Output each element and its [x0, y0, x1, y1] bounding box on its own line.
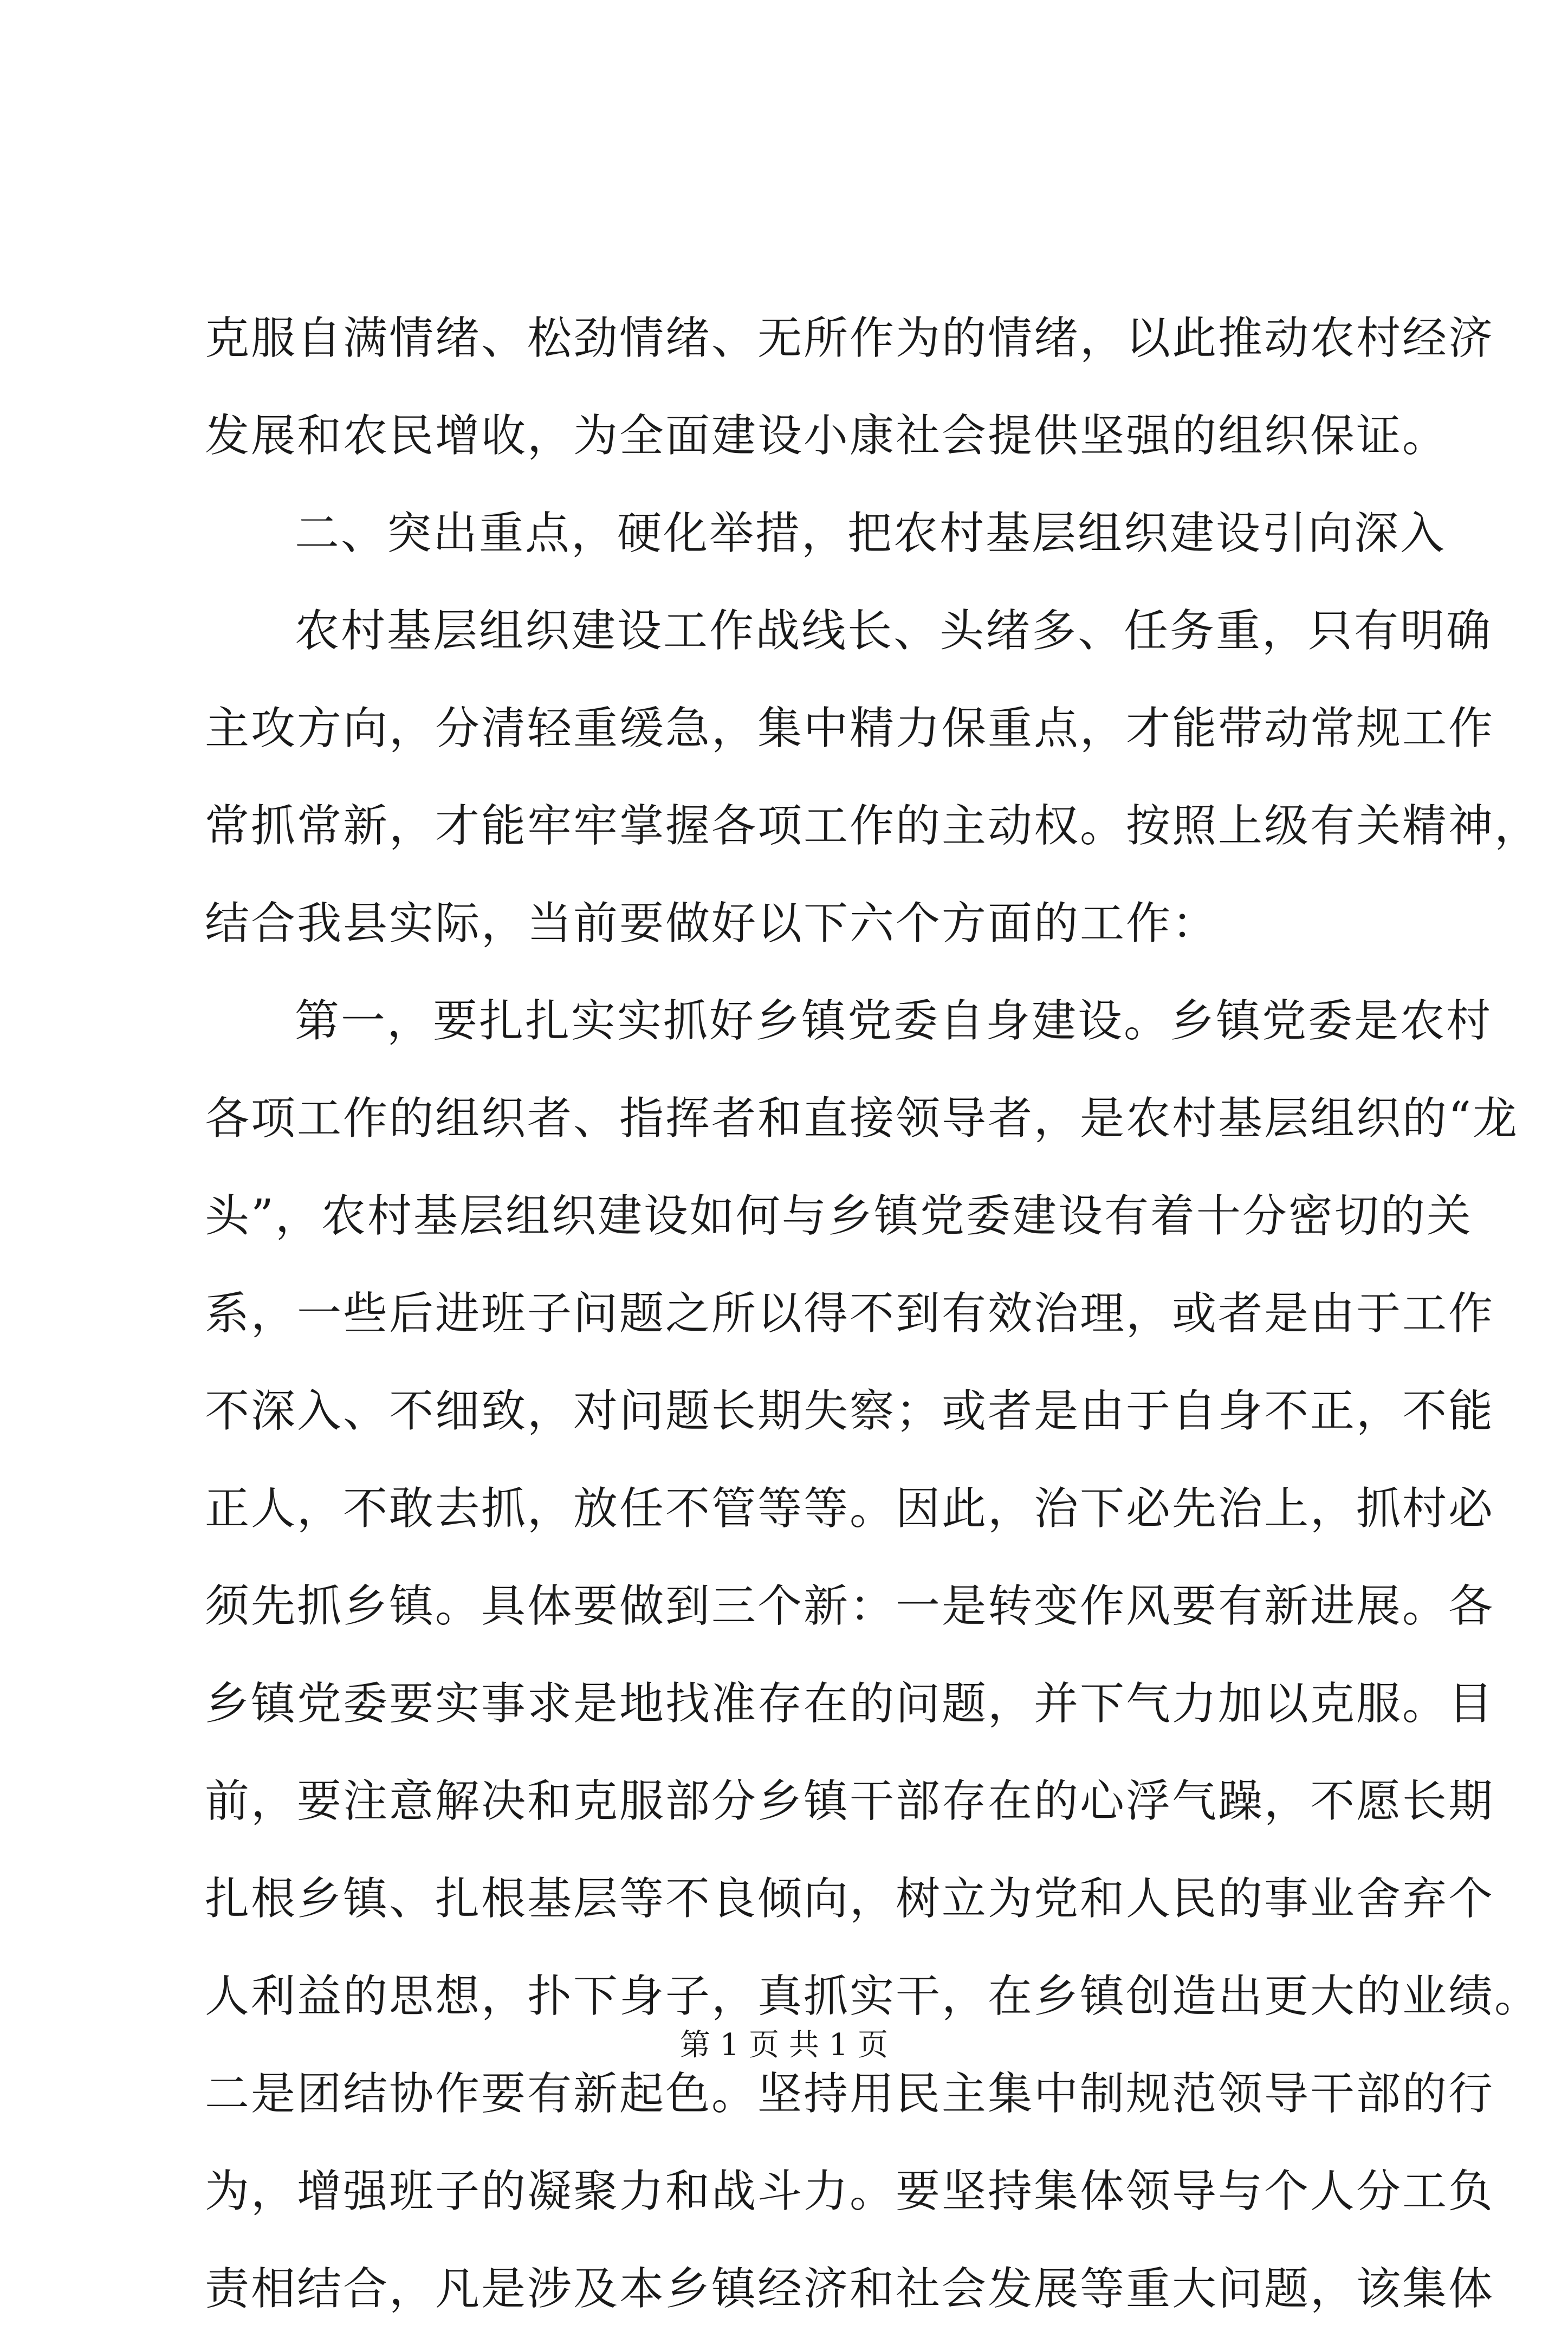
text-line: 结合我县实际，当前要做好以下六个方面的工作：	[205, 898, 1219, 949]
text-line: 扎根乡镇、扎根基层等不良倾向，树立为党和人民的事业舍弃个	[205, 1873, 1495, 1925]
text-line: 正人，不敢去抓，放任不管等等。因此，治下必先治上，抓村必	[205, 1483, 1495, 1534]
text-line: 二是团结协作要有新起色。坚持用民主集中制规范领导干部的行	[205, 2068, 1495, 2120]
text-line: 主攻方向，分清轻重缓急，集中精力保重点，才能带动常规工作	[205, 703, 1495, 754]
text-line: 第一，要扎扎实实抓好乡镇党委自身建设。乡镇党委是农村	[295, 995, 1493, 1047]
text-line: 人利益的思想，扑下身子，真抓实干，在乡镇创造出更大的业绩。	[205, 1971, 1541, 2022]
text-line: 克服自满情绪、松劲情绪、无所作为的情绪，以此推动农村经济	[205, 313, 1495, 364]
text-line: 须先抓乡镇。具体要做到三个新：一是转变作风要有新进展。各	[205, 1581, 1495, 1632]
text-line: 系，一些后进班子问题之所以得不到有效治理，或者是由于工作	[205, 1288, 1495, 1339]
section-heading: 二、突出重点，硬化举措，把农村基层组织建设引向深入	[295, 508, 1447, 559]
text-line: 头”，农村基层组织建设如何与乡镇党委建设有着十分密切的关	[205, 1190, 1473, 1242]
text-line: 责相结合，凡是涉及本乡镇经济和社会发展等重大问题，该集体	[205, 2263, 1495, 2315]
text-line: 各项工作的组织者、指挥者和直接领导者，是农村基层组织的“龙	[205, 1093, 1519, 1144]
text-line: 发展和农民增收，为全面建设小康社会提供坚强的组织保证。	[205, 410, 1449, 462]
text-line: 为，增强班子的凝聚力和战斗力。要坚持集体领导与个人分工负	[205, 2166, 1495, 2217]
page-number-footer: 第 1 页 共 1 页	[679, 2028, 889, 2063]
text-line: 不深入、不细致，对问题长期失察；或者是由于自身不正，不能	[205, 1385, 1495, 1437]
text-line: 乡镇党委要实事求是地找准存在的问题，并下气力加以克服。目	[205, 1678, 1495, 1730]
text-line: 农村基层组织建设工作战线长、头绪多、任务重，只有明确	[295, 605, 1493, 657]
text-line: 常抓常新，才能牢牢掌握各项工作的主动权。按照上级有关精神，	[205, 800, 1541, 852]
text-line: 前，要注意解决和克服部分乡镇干部存在的心浮气躁，不愿长期	[205, 1776, 1495, 1827]
